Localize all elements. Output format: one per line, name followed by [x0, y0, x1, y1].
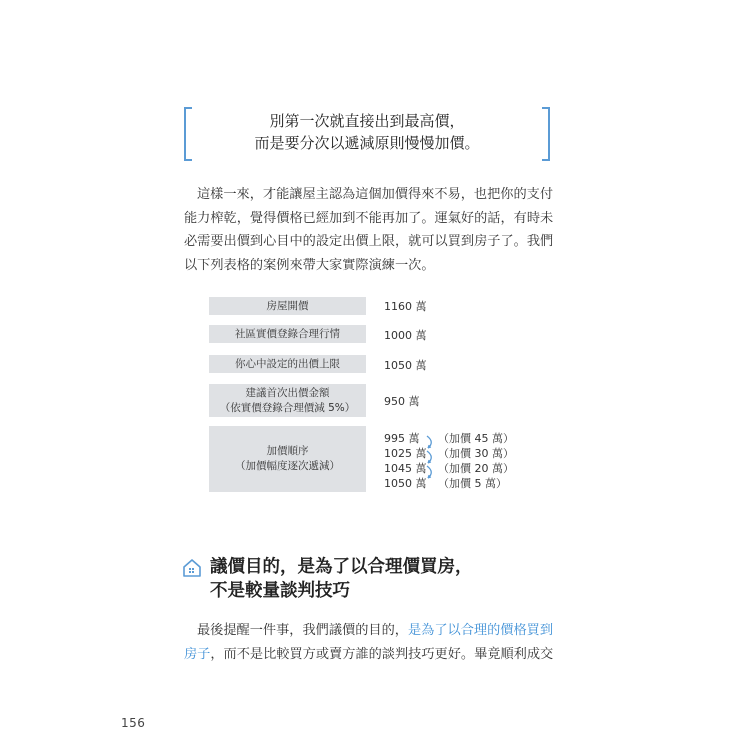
raise-increment: （加價 20 萬） — [438, 462, 514, 475]
highlighted-text: 房子 — [184, 646, 211, 662]
table-label-price-cap: 你心中設定的出價上限 — [209, 355, 366, 373]
closing-line-2: 房子，而不是比較買方或賣方誰的談判技巧更好。畢竟順利成交 — [184, 646, 554, 662]
table-label-first-offer: 建議首次出價金額 （依實價登錄合理價減 5%） — [209, 384, 366, 417]
house-icon — [182, 558, 202, 578]
raise-increments — [438, 431, 514, 491]
intro-paragraph — [184, 183, 554, 277]
page-number: 156 — [121, 716, 146, 730]
curved-arrows-icon — [424, 434, 438, 486]
closing-paragraph — [184, 619, 554, 666]
raise-increment: （加價 30 萬） — [438, 447, 514, 460]
section-heading-line-1: 議價目的，是為了以合理價買房， — [210, 557, 473, 577]
raise-step: 995 萬 — [384, 432, 420, 445]
callout-line-1: 別第一次就直接出到最高價， — [269, 112, 465, 130]
raise-steps — [384, 431, 427, 491]
callout-box — [184, 107, 550, 157]
highlighted-text: 是為了以合理的價格買到 — [408, 623, 554, 638]
intro-line: 以下列表格的案例來帶大家實際演練一次。 — [184, 257, 435, 273]
table-label-market-price: 社區實價登錄合理行情 — [209, 325, 366, 343]
callout-text — [184, 110, 550, 154]
table-value-price-cap: 1050 萬 — [384, 359, 427, 372]
raise-increment: （加價 5 萬） — [438, 477, 507, 490]
intro-line: 能力榨乾，覺得價格已經加到不能再加了。運氣好的話，有時未 — [184, 210, 554, 226]
table-value-market-price: 1000 萬 — [384, 329, 427, 342]
table-value-first-offer: 950 萬 — [384, 395, 420, 408]
table-label-asking-price: 房屋開價 — [209, 297, 366, 315]
callout-line-2: 而是要分次以遞減原則慢慢加價。 — [254, 134, 480, 152]
table-label-raise-order: 加價順序 （加價幅度逐次遞減） — [209, 426, 366, 492]
raise-step: 1025 萬 — [384, 447, 427, 460]
intro-line: 這樣一來，才能讓屋主認為這個加價得來不易，也把你的支付 — [197, 187, 554, 202]
intro-line: 必需要出價到心目中的設定出價上限，就可以買到房子了。我們 — [184, 234, 554, 249]
closing-line-1: 最後提醒一件事，我們議價的目的，是為了以合理的價格買到 — [197, 623, 554, 638]
raise-step: 1050 萬 — [384, 477, 427, 490]
table-value-asking-price: 1160 萬 — [384, 300, 427, 313]
section-heading — [210, 555, 473, 603]
section-heading-line-2: 不是較量談判技巧 — [210, 581, 350, 601]
raise-step: 1045 萬 — [384, 462, 427, 475]
raise-increment: （加價 45 萬） — [438, 432, 514, 445]
